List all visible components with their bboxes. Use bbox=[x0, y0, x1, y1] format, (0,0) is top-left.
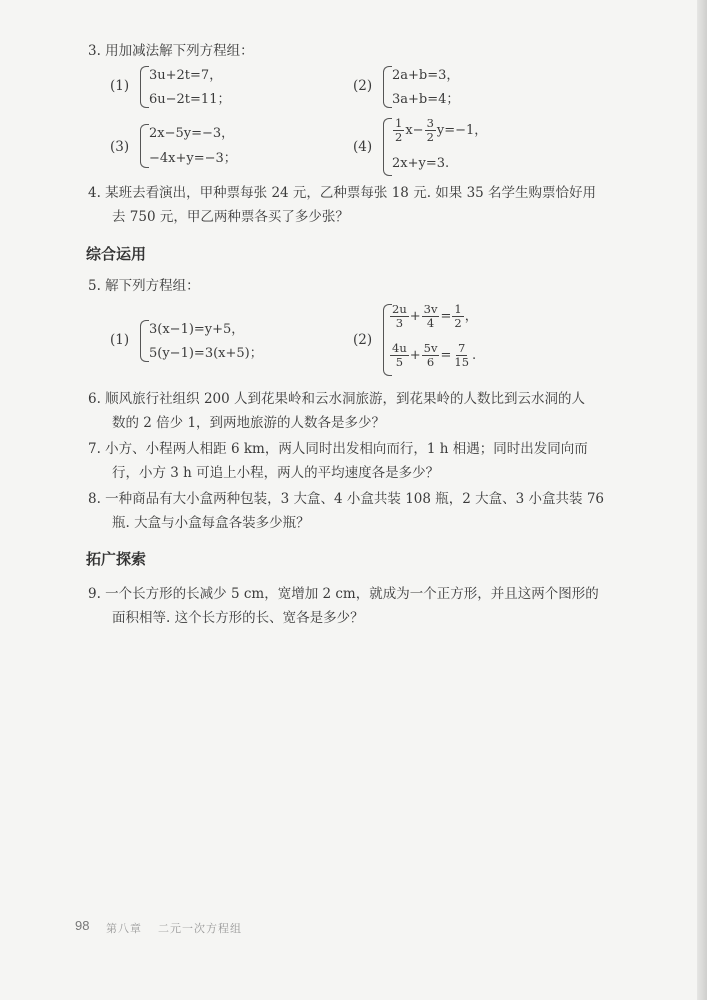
q3-p4-f-num: 1 bbox=[395, 116, 403, 130]
q5-p2-d-den: 5 bbox=[395, 355, 404, 369]
q4-line1: 4. 某班去看演出，甲种票每张 24 元，乙种票每张 18 元. 如果 35 名学生购票恰好用 bbox=[88, 185, 597, 201]
q5-stem: 5. 解下列方程组： bbox=[88, 278, 200, 294]
q3-stem: 3. 用加减法解下列方程组： bbox=[88, 43, 254, 59]
q3-p4-g-num: 3 bbox=[426, 116, 434, 130]
footer-chapter-title: 二元一次方程组 bbox=[158, 922, 242, 935]
q3-p4-tail: y=−1， bbox=[436, 123, 488, 138]
q8-line1: 8. 一种商品有大小盒两种包装，3 大盒、4 小盒共装 108 瓶，2 大盒、3 小盒共装 76 bbox=[88, 491, 605, 507]
section-heading-comprehensive: 综合运用 bbox=[86, 245, 147, 263]
q3-p4-g-den: 2 bbox=[426, 130, 434, 144]
q3-p4-brace bbox=[383, 118, 392, 176]
q9-line2: 面积相等. 这个长方形的长、宽各是多少？ bbox=[112, 610, 364, 626]
q5-p2-f-num: 7 bbox=[458, 341, 466, 355]
q3-p1-brace bbox=[140, 66, 149, 108]
q5-p2-c-num: 1 bbox=[454, 302, 462, 316]
q5-p2-end2: . bbox=[472, 348, 477, 363]
q5-p2-f-den: 15 bbox=[454, 355, 470, 369]
q3-p1-eq1: 3u+2t=7， bbox=[149, 68, 223, 83]
q5-p2-e-num: 5v bbox=[423, 341, 438, 355]
q3-p3-eq2: −4x+y=−3； bbox=[149, 151, 237, 166]
q5-p2-end1: ， bbox=[464, 309, 478, 324]
q5-p2-c-den: 2 bbox=[454, 316, 462, 330]
q7-line1: 7. 小方、小程两人相距 6 km，两人同时出发相向而行，1 h 相遇；同时出发同向而 bbox=[88, 441, 588, 457]
q5-p1-eq2: 5(y−1)=3(x+5)； bbox=[149, 346, 263, 361]
q3-p2-eq2: 3a+b=4； bbox=[392, 92, 460, 107]
q5-p2-label: (2) bbox=[353, 332, 373, 348]
q5-p2-a-den: 3 bbox=[395, 316, 404, 330]
q5-p2-a-num: 2u bbox=[392, 302, 407, 316]
q4-line2: 去 750 元，甲乙两种票各买了多少张？ bbox=[112, 209, 349, 225]
q5-p1-eq1: 3(x−1)=y+5， bbox=[149, 322, 245, 337]
q3-p1-eq2: 6u−2t=11； bbox=[149, 92, 231, 107]
q5-p2-eq1 bbox=[389, 303, 478, 330]
q5-p2-eq2 bbox=[389, 342, 476, 369]
q3-p4-eq1 bbox=[392, 117, 487, 144]
q5-p2-b-den: 4 bbox=[426, 316, 435, 330]
q7-line2: 行，小方 3 h 可追上小程，两人的平均速度各是多少？ bbox=[112, 465, 440, 481]
q5-p1-brace bbox=[140, 320, 149, 362]
page-edge-shadow bbox=[697, 0, 707, 1000]
q5-p1-label: (1) bbox=[110, 332, 130, 348]
q8-line2: 瓶. 大盒与小盒每盒各装多少瓶？ bbox=[112, 515, 310, 531]
q6-line2: 数的 2 倍少 1，到两地旅游的人数各是多少？ bbox=[112, 415, 386, 431]
q3-p3-eq1: 2x−5y=−3， bbox=[149, 126, 235, 141]
q3-p4-mid: x− bbox=[405, 123, 424, 138]
q3-p1-label: (1) bbox=[110, 78, 130, 94]
q3-p3-brace bbox=[140, 124, 149, 168]
q5-p2-op2: + bbox=[409, 348, 421, 363]
q3-p3-label: (3) bbox=[110, 139, 130, 155]
q5-p2-b-num: 3v bbox=[423, 302, 438, 316]
page-number: 98 bbox=[75, 918, 90, 933]
section-heading-exploration: 拓广探索 bbox=[86, 550, 147, 568]
q5-p2-eq: = bbox=[440, 309, 452, 324]
q3-p2-eq1: 2a+b=3， bbox=[392, 68, 460, 83]
q5-p2-e-den: 6 bbox=[426, 355, 435, 369]
q5-p2-d-num: 4u bbox=[392, 341, 407, 355]
q3-p2-label: (2) bbox=[353, 78, 373, 94]
q9-line1: 9. 一个长方形的长减少 5 cm，宽增加 2 cm，就成为一个正方形，并且这两个图形的 bbox=[88, 586, 599, 602]
q3-p2-brace bbox=[383, 66, 392, 108]
footer-chapter: 第八章 bbox=[106, 922, 142, 935]
q5-p2-eq2-sign: = bbox=[440, 348, 452, 363]
q3-p4-eq2: 2x+y=3. bbox=[392, 156, 450, 171]
q3-p4-f-den: 2 bbox=[395, 130, 403, 144]
q3-p4-label: (4) bbox=[353, 139, 373, 155]
q6-line1: 6. 顺风旅行社组织 200 人到花果岭和云水洞旅游，到花果岭的人数比到云水洞的人 bbox=[88, 391, 586, 407]
q5-p2-op1: + bbox=[409, 309, 421, 324]
